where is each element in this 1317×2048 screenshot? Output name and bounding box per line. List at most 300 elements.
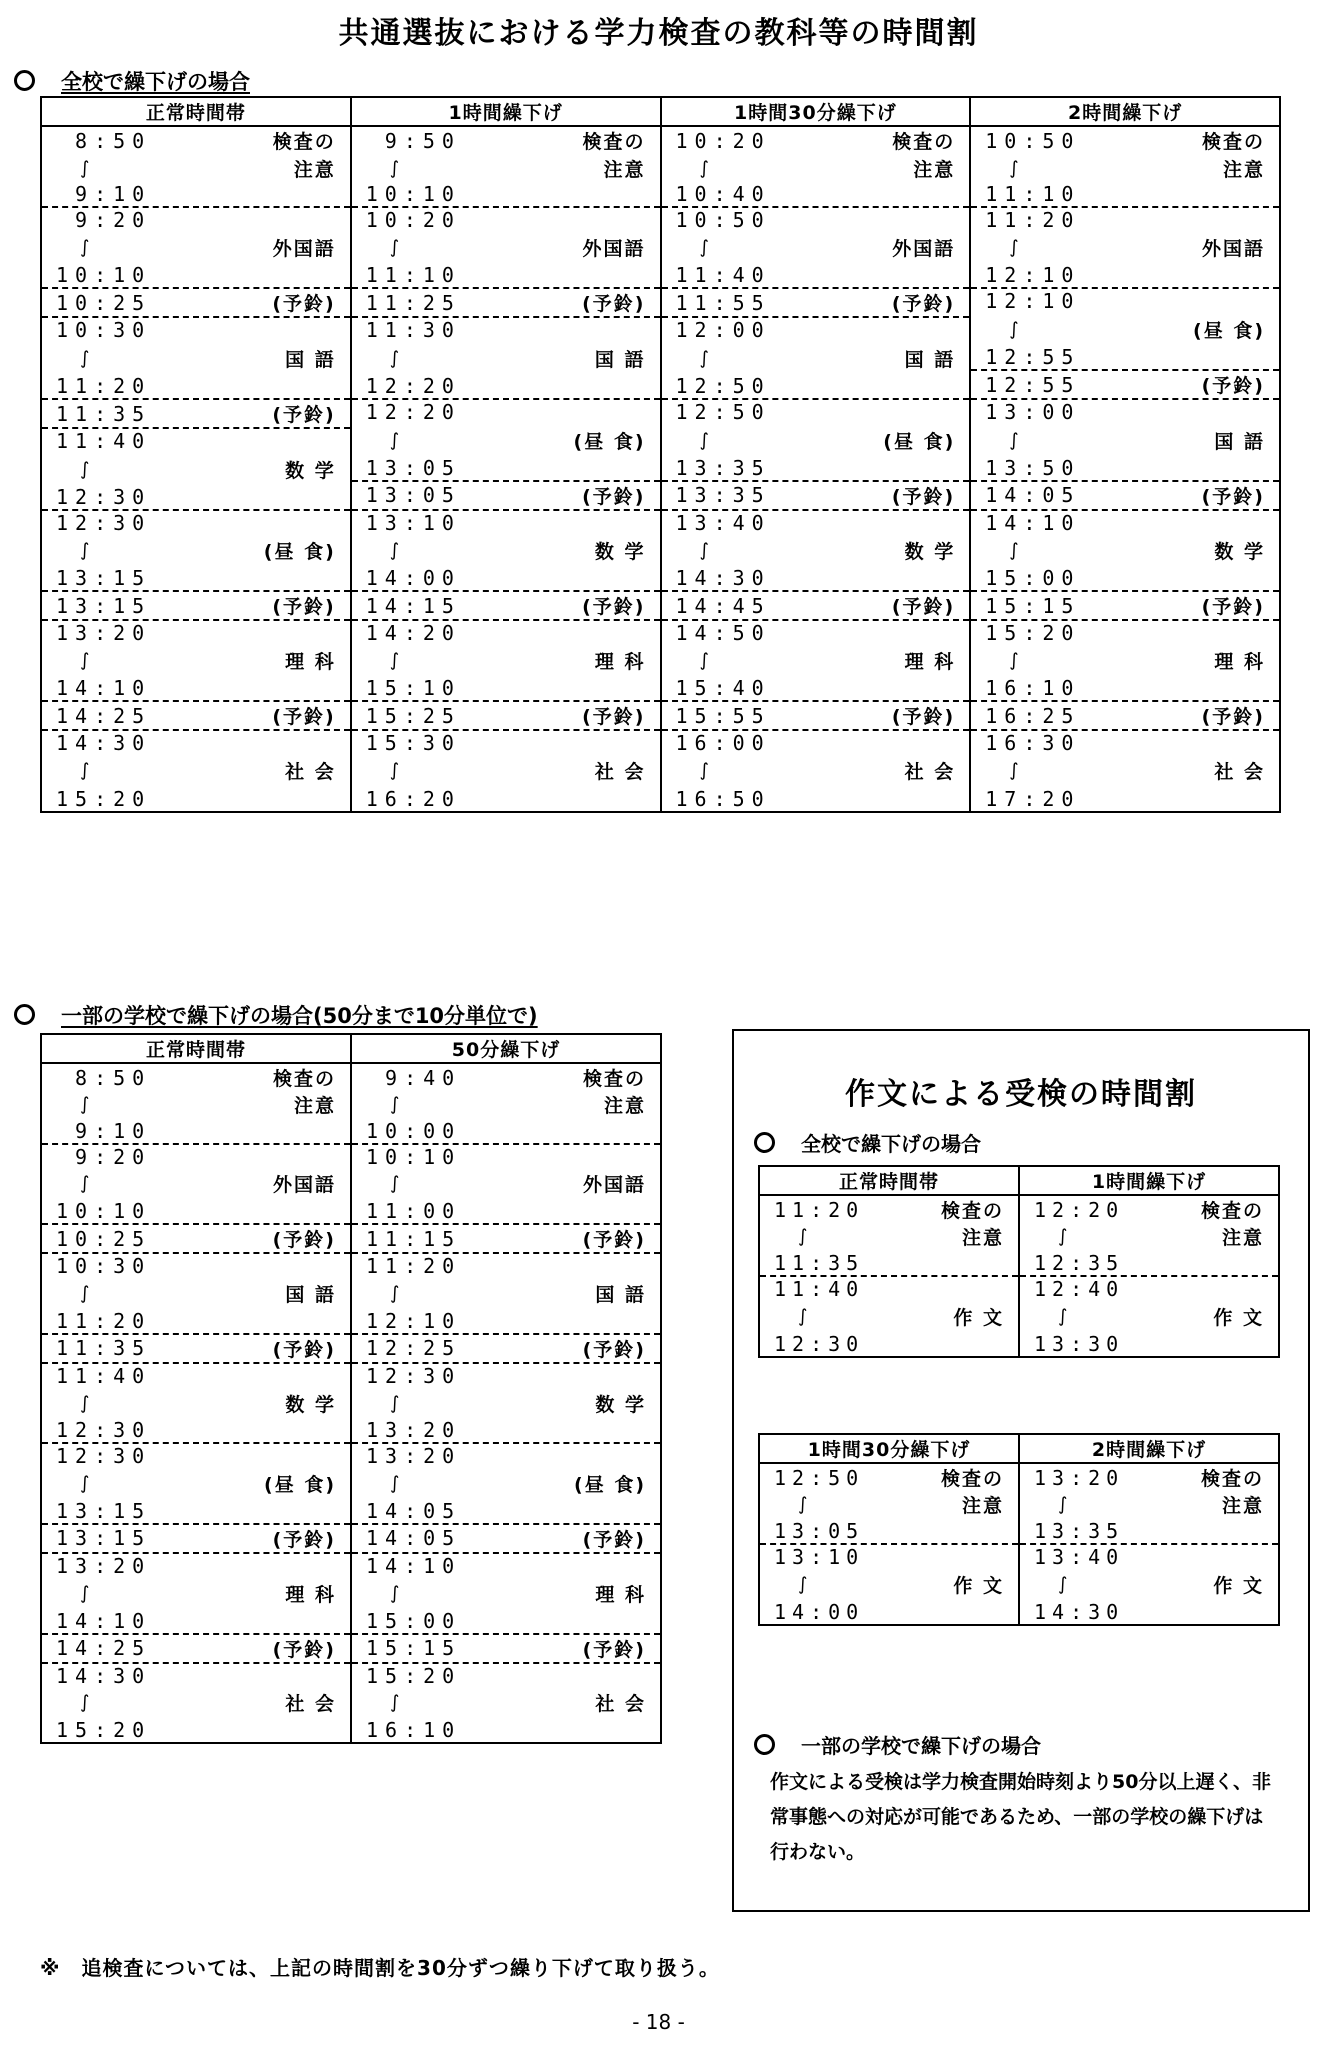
time-slot: [351, 1063, 661, 1144]
time-slot: [661, 317, 971, 399]
slot-start-time: 11:20: [774, 1197, 865, 1222]
slot-label: 数 学: [594, 541, 646, 564]
slot-start-time: 10:10: [366, 1144, 462, 1169]
range-wave-icon: ∫: [80, 1582, 90, 1604]
range-wave-icon: ∫: [699, 347, 709, 369]
slot-label: (予鈴): [1201, 596, 1265, 619]
slot-label-2: 注意: [1221, 1227, 1264, 1250]
slot-end-time: 12:10: [985, 263, 1081, 288]
slot-start-time: 13:40: [1034, 1544, 1125, 1569]
slot-start-time: 12:10: [985, 289, 1081, 314]
slot-label: 作 文: [1213, 1574, 1264, 1597]
range-wave-icon: ∫: [699, 237, 709, 259]
time-slot: [351, 288, 661, 317]
slot-start-time: 15:20: [985, 621, 1081, 646]
time-slot: [1019, 1195, 1279, 1276]
range-wave-icon: ∫: [699, 429, 709, 451]
range-wave-icon: ∫: [1058, 1573, 1068, 1595]
slot-label: (予鈴): [582, 1338, 646, 1361]
time-slot: [661, 620, 971, 701]
time-slot: [351, 1634, 661, 1663]
range-wave-icon: ∫: [80, 1282, 90, 1304]
time-slot: [351, 1144, 661, 1225]
range-wave-icon: ∫: [1009, 650, 1019, 672]
slot-end-time: 15:10: [365, 676, 461, 701]
slot-label: 国 語: [1214, 430, 1265, 453]
time-slot: [41, 1553, 351, 1634]
slot-start-time: 12:30: [56, 510, 152, 535]
slot-label-2: 注意: [603, 158, 646, 181]
column-header: 1時間30分繰下げ: [661, 97, 971, 126]
slot-start-time: 11:20: [985, 208, 1081, 233]
time-slot: [970, 399, 1280, 481]
time-slot: [41, 1524, 351, 1553]
slot-end-time: 14:05: [366, 1498, 462, 1523]
time-slot: [1019, 1276, 1279, 1357]
range-wave-icon: ∫: [80, 760, 90, 782]
section1-heading: [14, 66, 250, 96]
slot-label-2: 注意: [913, 158, 956, 181]
slot-start-time: 9:50: [365, 128, 461, 153]
time-slot: [759, 1463, 1019, 1544]
range-wave-icon: ∫: [80, 237, 90, 259]
slot-end-time: 13:20: [366, 1418, 462, 1443]
range-wave-icon: ∫: [80, 1473, 90, 1495]
time-slot: [351, 1443, 661, 1524]
slot-start-time: 10:25: [56, 290, 152, 315]
slot-label: 作 文: [953, 1574, 1004, 1597]
slot-label: 作 文: [1213, 1306, 1264, 1329]
time-slot: [970, 481, 1280, 510]
slot-end-time: 17:20: [985, 786, 1081, 811]
slot-label: 理 科: [1214, 651, 1265, 674]
range-wave-icon: ∫: [1058, 1226, 1068, 1248]
slot-end-time: 13:30: [1034, 1331, 1125, 1356]
slot-label: 検査の: [940, 1468, 1004, 1490]
slot-start-time: 12:00: [675, 318, 771, 343]
slot-label: 作 文: [953, 1306, 1004, 1329]
slot-start-time: 13:40: [675, 510, 771, 535]
slot-end-time: 16:10: [366, 1718, 462, 1743]
time-slot: [351, 399, 661, 481]
time-slot: [970, 730, 1280, 811]
slot-end-time: 14:10: [56, 676, 152, 701]
slot-end-time: 11:35: [774, 1250, 865, 1275]
range-wave-icon: ∫: [80, 540, 90, 562]
slot-end-time: 11:10: [985, 182, 1081, 207]
slot-end-time: 16:10: [985, 676, 1081, 701]
slot-start-time: 13:35: [675, 483, 771, 508]
range-wave-icon: ∫: [390, 1282, 400, 1304]
slot-start-time: 11:15: [366, 1226, 462, 1251]
essay-partial-heading: [754, 1730, 1041, 1759]
slot-label: 外国語: [582, 1174, 646, 1197]
column-header: 1時間30分繰下げ: [759, 1434, 1019, 1463]
essay-partial-note: 作文による受検は学力検査開始時刻より50分以上遅く、非常事態への対応が可能であるため、一部の学校の繰下げは行わない。: [770, 1771, 1272, 1863]
slot-start-time: 10:20: [675, 128, 771, 153]
slot-label: 外国語: [272, 1174, 336, 1197]
slot-label: (昼 食): [1193, 319, 1265, 342]
range-wave-icon: ∫: [389, 760, 400, 782]
time-slot: [970, 370, 1280, 399]
slot-start-time: 10:50: [985, 128, 1081, 153]
range-wave-icon: ∫: [390, 1173, 400, 1195]
slot-start-time: 9:20: [56, 1144, 152, 1169]
slot-end-time: 15:40: [675, 676, 771, 701]
slot-start-time: 15:55: [675, 703, 771, 728]
slot-start-time: 16:30: [985, 731, 1081, 756]
slot-start-time: 15:15: [985, 593, 1081, 618]
range-wave-icon: ∫: [80, 1173, 90, 1195]
slot-start-time: 14:05: [366, 1526, 462, 1551]
range-wave-icon: ∫: [389, 540, 400, 562]
slot-end-time: 12:50: [675, 374, 771, 399]
slot-label-2: 注意: [961, 1227, 1004, 1250]
column-header: 50分繰下げ: [351, 1034, 661, 1063]
page-number: - 18 -: [632, 2010, 685, 2034]
time-slot: [970, 620, 1280, 701]
column-header: 1時間繰下げ: [1019, 1166, 1279, 1195]
slot-end-time: 10:10: [365, 182, 461, 207]
time-slot: [970, 591, 1280, 620]
time-slot: [41, 730, 351, 811]
column-header: 2時間繰下げ: [970, 97, 1280, 126]
time-slot: [970, 701, 1280, 730]
slot-start-time: 14:50: [675, 621, 771, 646]
time-slot: [41, 701, 351, 730]
essay-title: 作文による受検の時間割: [845, 1077, 1197, 1112]
range-wave-icon: ∫: [390, 1392, 400, 1414]
range-wave-icon: ∫: [390, 1582, 400, 1604]
slot-start-time: 14:15: [365, 593, 461, 618]
slot-label: 社 会: [594, 761, 646, 784]
slot-label: 国 語: [594, 348, 646, 371]
slot-label: 社 会: [1214, 761, 1265, 784]
slot-label: (予鈴): [1201, 485, 1265, 508]
time-slot: [351, 620, 661, 701]
slot-end-time: 15:00: [985, 566, 1081, 591]
slot-label: 数 学: [595, 1393, 646, 1416]
circle-marker-icon: [754, 1734, 775, 1755]
slot-end-time: 14:00: [365, 566, 461, 591]
slot-start-time: 14:25: [56, 1636, 152, 1661]
slot-label: 数 学: [1214, 541, 1265, 564]
slot-start-time: 11:30: [365, 318, 461, 343]
time-slot: [661, 399, 971, 481]
slot-label: 社 会: [904, 761, 956, 784]
slot-start-time: 11:40: [56, 1363, 152, 1388]
footnote: ※ 追検査については、上記の時間割を30分ずつ繰り下げて取り扱う。: [40, 1956, 720, 1980]
slot-start-time: 10:30: [56, 1254, 152, 1279]
slot-start-time: 13:10: [365, 510, 461, 535]
slot-label-2: 注意: [1221, 1495, 1264, 1518]
range-wave-icon: ∫: [390, 1094, 400, 1116]
slot-end-time: 10:10: [56, 263, 152, 288]
slot-start-time: 10:25: [56, 1226, 152, 1251]
time-slot: [41, 1663, 351, 1744]
slot-end-time: 13:15: [56, 566, 152, 591]
slot-label: 検査の: [272, 1068, 336, 1090]
slot-label: (予鈴): [891, 293, 956, 316]
slot-start-time: 12:30: [56, 1444, 152, 1469]
slot-label: 理 科: [594, 651, 646, 674]
slot-label: (予鈴): [891, 485, 956, 508]
range-wave-icon: ∫: [80, 157, 90, 179]
range-wave-icon: ∫: [1058, 1494, 1068, 1516]
slot-start-time: 15:20: [366, 1663, 462, 1688]
time-slot: [970, 288, 1280, 370]
essay-timetable-1: [758, 1165, 1280, 1358]
circle-marker-icon: [14, 70, 35, 91]
slot-label: 理 科: [595, 1583, 646, 1606]
slot-label: 国 語: [285, 348, 336, 371]
time-slot: [661, 481, 971, 510]
time-slot: [661, 510, 971, 591]
slot-start-time: 13:20: [56, 621, 152, 646]
slot-start-time: 12:30: [366, 1363, 462, 1388]
slot-label: 検査の: [582, 1068, 646, 1090]
time-slot: [759, 1544, 1019, 1625]
slot-label: (昼 食): [574, 1474, 646, 1497]
slot-label: (予鈴): [582, 596, 646, 619]
slot-start-time: 13:15: [56, 1526, 152, 1551]
time-slot: [41, 1224, 351, 1253]
slot-end-time: 16:50: [675, 786, 771, 811]
slot-label: (予鈴): [272, 1638, 336, 1661]
slot-start-time: 14:45: [675, 593, 771, 618]
column-header: 2時間繰下げ: [1019, 1434, 1279, 1463]
range-wave-icon: ∫: [390, 1473, 400, 1495]
column-header: 正常時間帯: [41, 1034, 351, 1063]
slot-start-time: 12:40: [1034, 1276, 1125, 1301]
slot-end-time: 14:30: [675, 566, 771, 591]
range-wave-icon: ∫: [699, 650, 709, 672]
slot-label: (予鈴): [891, 596, 956, 619]
time-slot: [759, 1195, 1019, 1276]
column-header: 1時間繰下げ: [351, 97, 661, 126]
slot-label: 外国語: [272, 238, 336, 261]
slot-label: 検査の: [1201, 131, 1265, 153]
slot-end-time: 11:40: [675, 263, 771, 288]
slot-label: 国 語: [904, 348, 956, 371]
time-slot: [661, 288, 971, 317]
time-slot: [661, 730, 971, 811]
slot-start-time: 15:15: [366, 1636, 462, 1661]
slot-label: 検査の: [1200, 1468, 1264, 1490]
slot-label: 外国語: [1201, 238, 1265, 261]
slot-label-2: 注意: [1222, 158, 1265, 181]
range-wave-icon: ∫: [699, 760, 709, 782]
slot-end-time: 15:20: [56, 786, 152, 811]
slot-start-time: 15:30: [365, 731, 461, 756]
range-wave-icon: ∫: [798, 1305, 808, 1327]
slot-label: 検査の: [940, 1200, 1004, 1222]
slot-start-time: 13:10: [774, 1544, 865, 1569]
slot-label-2: 注意: [293, 158, 336, 181]
slot-start-time: 11:20: [366, 1254, 462, 1279]
time-slot: [351, 1334, 661, 1363]
time-slot: [1019, 1544, 1279, 1625]
slot-label: (昼 食): [573, 430, 646, 453]
time-slot: [351, 1253, 661, 1334]
range-wave-icon: ∫: [1009, 157, 1019, 179]
time-slot: [970, 126, 1280, 207]
slot-label: 検査の: [1200, 1200, 1264, 1222]
slot-start-time: 11:25: [365, 290, 461, 315]
slot-label: 社 会: [285, 1693, 336, 1716]
slot-start-time: 15:25: [365, 703, 461, 728]
slot-start-time: 14:10: [366, 1553, 462, 1578]
slot-end-time: 14:30: [1034, 1599, 1125, 1624]
slot-label: (昼 食): [883, 430, 956, 453]
time-slot: [41, 1634, 351, 1663]
slot-label: 理 科: [285, 1583, 336, 1606]
time-slot: [41, 207, 351, 288]
time-slot: [41, 620, 351, 701]
slot-label: (予鈴): [272, 1528, 336, 1551]
slot-label: (予鈴): [272, 293, 336, 316]
slot-label: 数 学: [904, 541, 956, 564]
time-slot: [351, 126, 661, 207]
range-wave-icon: ∫: [80, 347, 90, 369]
slot-label: (予鈴): [582, 706, 646, 729]
page-title: 共通選抜における学力検査の教科等の時間割: [338, 16, 979, 51]
slot-label: 外国語: [892, 238, 956, 261]
slot-label: 理 科: [285, 651, 336, 674]
time-slot: [351, 317, 661, 399]
slot-start-time: 16:00: [675, 731, 771, 756]
slot-end-time: 12:30: [774, 1331, 865, 1356]
slot-start-time: 12:20: [365, 400, 461, 425]
slot-start-time: 9:20: [56, 208, 152, 233]
range-wave-icon: ∫: [80, 1392, 90, 1414]
slot-end-time: 13:35: [1034, 1518, 1125, 1543]
slot-label: 外国語: [582, 238, 646, 261]
full-delay-timetable: [40, 96, 1281, 813]
range-wave-icon: ∫: [1009, 429, 1019, 451]
slot-label: (予鈴): [1201, 706, 1265, 729]
essay-partial-label: 一部の学校で繰下げの場合: [801, 1734, 1041, 1758]
slot-start-time: 14:30: [56, 731, 152, 756]
time-slot: [351, 701, 661, 730]
slot-end-time: 14:10: [56, 1608, 152, 1633]
slot-start-time: 14:10: [985, 510, 1081, 535]
slot-label: (昼 食): [264, 1474, 336, 1497]
time-slot: [41, 1334, 351, 1363]
time-slot: [661, 207, 971, 288]
slot-start-time: 8:50: [56, 128, 152, 153]
slot-end-time: 13:15: [56, 1498, 152, 1523]
circle-marker-icon: [754, 1132, 775, 1153]
slot-start-time: 13:20: [366, 1444, 462, 1469]
range-wave-icon: ∫: [1009, 760, 1019, 782]
slot-label: 数 学: [285, 459, 336, 482]
slot-end-time: 12:35: [1034, 1250, 1125, 1275]
time-slot: [351, 730, 661, 811]
range-wave-icon: ∫: [80, 1094, 90, 1116]
slot-start-time: 13:20: [56, 1553, 152, 1578]
slot-end-time: 12:30: [56, 484, 152, 509]
time-slot: [351, 1524, 661, 1553]
slot-start-time: 12:25: [366, 1336, 462, 1361]
slot-end-time: 11:00: [366, 1199, 462, 1224]
slot-start-time: 10:50: [675, 208, 771, 233]
column-header: 正常時間帯: [41, 97, 351, 126]
slot-label: (予鈴): [272, 404, 336, 427]
time-slot: [1019, 1463, 1279, 1544]
slot-end-time: 11:20: [56, 1308, 152, 1333]
slot-label-2: 注意: [293, 1095, 336, 1118]
slot-start-time: 11:35: [56, 401, 152, 426]
range-wave-icon: ∫: [699, 540, 709, 562]
time-slot: [41, 428, 351, 510]
essay-timetable-2: [758, 1433, 1280, 1626]
slot-start-time: 8:50: [56, 1065, 152, 1090]
slot-end-time: 13:05: [774, 1518, 865, 1543]
slot-start-time: 12:50: [774, 1465, 865, 1490]
range-wave-icon: ∫: [80, 458, 90, 480]
slot-label: (予鈴): [272, 596, 336, 619]
time-slot: [759, 1276, 1019, 1357]
slot-start-time: 13:00: [985, 400, 1081, 425]
slot-label: (予鈴): [272, 1229, 336, 1252]
circle-marker-icon: [14, 1004, 35, 1025]
essay-section-heading: [754, 1128, 981, 1157]
slot-start-time: 11:55: [675, 290, 771, 315]
slot-start-time: 14:25: [56, 703, 152, 728]
slot-end-time: 12:20: [365, 374, 461, 399]
slot-start-time: 14:20: [365, 621, 461, 646]
slot-label: (予鈴): [272, 706, 336, 729]
slot-label: (予鈴): [582, 1229, 646, 1252]
range-wave-icon: ∫: [1009, 540, 1019, 562]
slot-label: (予鈴): [891, 706, 956, 729]
slot-label: 検査の: [272, 131, 336, 153]
section2-label: 一部の学校で繰下げの場合(50分まで10分単位で): [61, 1004, 538, 1028]
range-wave-icon: ∫: [80, 650, 90, 672]
slot-label: 社 会: [285, 761, 336, 784]
time-slot: [661, 126, 971, 207]
slot-label: (昼 食): [263, 541, 336, 564]
time-slot: [351, 510, 661, 591]
range-wave-icon: ∫: [80, 1692, 90, 1714]
time-slot: [41, 126, 351, 207]
range-wave-icon: ∫: [798, 1573, 808, 1595]
section1-label: 全校で繰下げの場合: [61, 70, 250, 94]
slot-label: 国 語: [595, 1283, 646, 1306]
slot-label: (予鈴): [1201, 375, 1265, 398]
slot-end-time: 11:10: [365, 263, 461, 288]
time-slot: [41, 288, 351, 317]
slot-label: (予鈴): [582, 485, 646, 508]
slot-label: (予鈴): [582, 1638, 646, 1661]
slot-label: 国 語: [285, 1283, 336, 1306]
slot-end-time: 11:20: [56, 374, 152, 399]
slot-start-time: 16:25: [985, 703, 1081, 728]
range-wave-icon: ∫: [389, 429, 400, 451]
time-slot: [351, 481, 661, 510]
slot-start-time: 12:50: [675, 400, 771, 425]
essay-all-label: 全校で繰下げの場合: [801, 1132, 981, 1156]
time-slot: [970, 510, 1280, 591]
slot-end-time: 10:00: [366, 1118, 462, 1143]
slot-end-time: 16:20: [365, 786, 461, 811]
range-wave-icon: ∫: [699, 157, 709, 179]
time-slot: [41, 1443, 351, 1524]
time-slot: [661, 591, 971, 620]
slot-label: 数 学: [285, 1393, 336, 1416]
range-wave-icon: ∫: [390, 1692, 400, 1714]
